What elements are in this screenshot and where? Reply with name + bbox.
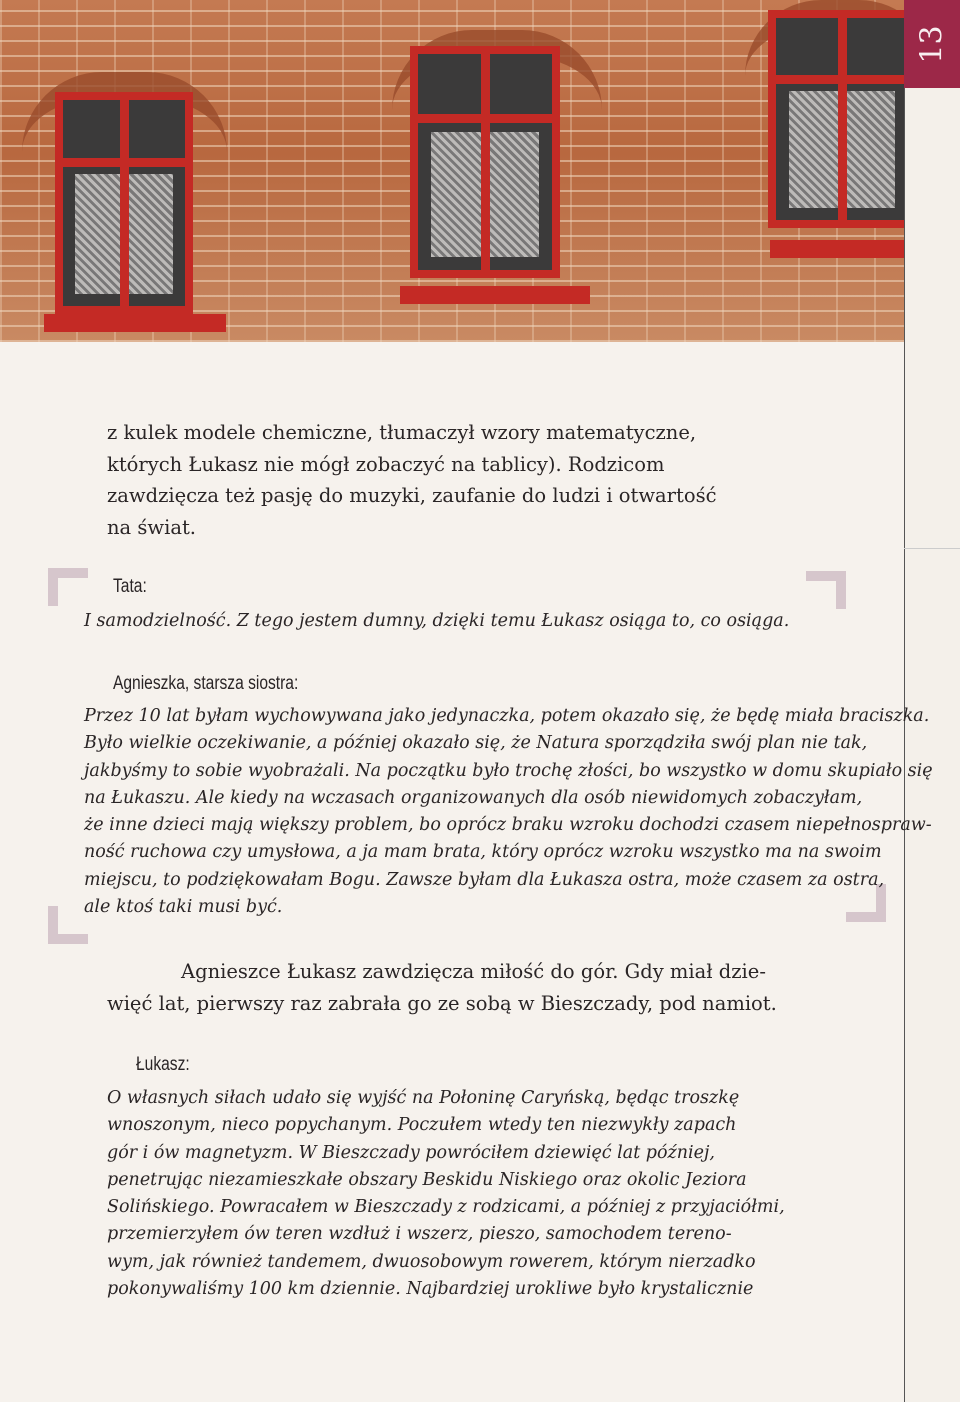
- window-left: [55, 92, 193, 314]
- text-line: O własnych siłach udało się wyjść na Połoninę Caryńską, będąc troszkę: [107, 1088, 740, 1108]
- text-line: pokonywaliśmy 100 km dziennie. Najbardziej urokliwe było krystalicznie: [107, 1279, 754, 1300]
- text-line: których Łukasz nie mógł zobaczyć na tablicy). Rodzicom: [107, 452, 665, 476]
- text-line: Solińskiego. Powracałem w Bieszczady z rodzicami, a później z przyjaciółmi,: [107, 1197, 785, 1218]
- text-line: gór i ów magnetyzm. W Bieszczady powróciłem dziewięć lat później,: [107, 1142, 715, 1163]
- window-sill: [770, 240, 904, 258]
- quote-bracket-top-left: [48, 568, 88, 606]
- page-number: 13: [914, 24, 950, 64]
- margin-rule: [904, 548, 960, 549]
- text-line: Agnieszce Łukasz zawdzięcza miłość do gór. Gdy miał dzie-: [181, 960, 766, 983]
- text-line: z kulek modele chemiczne, tłumaczył wzory matematyczne,: [107, 421, 697, 444]
- speaker-label-tata: Tata:: [113, 576, 147, 597]
- paragraph-mountains: [107, 956, 777, 1019]
- speaker-label-agnieszka: Agnieszka, starsza siostra:: [113, 673, 299, 694]
- text-line: penetrując niezamieszkałe obszary Beskidu Niskiego oraz okolic Jeziora: [107, 1169, 747, 1190]
- speaker-label-lukasz: Łukasz:: [136, 1054, 190, 1075]
- header-photo-brick-wall: [0, 0, 904, 342]
- text-line: przemierzyłem ów teren wzdłuż i wszerz, pieszo, samochodem tereno-: [107, 1224, 732, 1245]
- page-number-tab: [904, 0, 960, 88]
- quote-agnieszka: [84, 703, 933, 921]
- text-line: jakbyśmy to sobie wyobrażali. Na początku było trochę złości, bo wszystko w domu skupiało się: [84, 760, 933, 781]
- text-line: wym, jak również tandemem, dwuosobowym rowerem, którym nierzadko: [107, 1251, 756, 1272]
- text-line: więć lat, pierwszy raz zabrała go ze sobą w Bieszczady, pod namiot.: [107, 991, 777, 1015]
- paragraph-intro: [107, 417, 717, 543]
- text-line: na Łukaszu. Ale kiedy na wczasach organizowanych dla osób niewidomych zobaczyłam,: [84, 787, 863, 808]
- window-sill: [400, 286, 590, 304]
- text-line: zawdzięcza też pasję do muzyki, zaufanie do ludzi i otwartość: [107, 484, 717, 507]
- quote-tata: [84, 608, 789, 635]
- text-line: miejscu, to podziękowałam Bogu. Zawsze byłam dla Łukasza ostra, może czasem za ostra,: [84, 869, 885, 890]
- quote-bracket-top-right: [806, 571, 846, 609]
- text-line: I samodzielność. Z tego jestem dumny, dzięki temu Łukasz osiąga to, co osiąga.: [84, 611, 790, 631]
- text-line: Było wielkie oczekiwanie, a później okazało się, że Natura sporządziła swój plan nie tak,: [84, 733, 868, 754]
- text-line: ale ktoś taki musi być.: [84, 897, 283, 918]
- text-line: na świat.: [107, 515, 196, 539]
- text-line: że inne dzieci mają większy problem, bo oprócz braku wzroku dochodzi czasem niepełnospraw-: [84, 815, 932, 836]
- text-line: wnoszonym, nieco popychanym. Poczułem wtedy ten niezwykły zapach: [107, 1115, 737, 1136]
- quote-bracket-bottom-left: [48, 906, 88, 944]
- window-right: [768, 10, 904, 228]
- text-line: ność ruchowa czy umysłowa, a ja mam brata, który oprócz wzroku wszystko ma na swoim: [84, 842, 882, 863]
- text-line: Przez 10 lat byłam wychowywana jako jedynaczka, potem okazało się, że będę miała braciszka.: [84, 706, 930, 726]
- quote-lukasz: [107, 1085, 785, 1303]
- window-sill: [44, 314, 226, 332]
- window-center: [410, 46, 560, 278]
